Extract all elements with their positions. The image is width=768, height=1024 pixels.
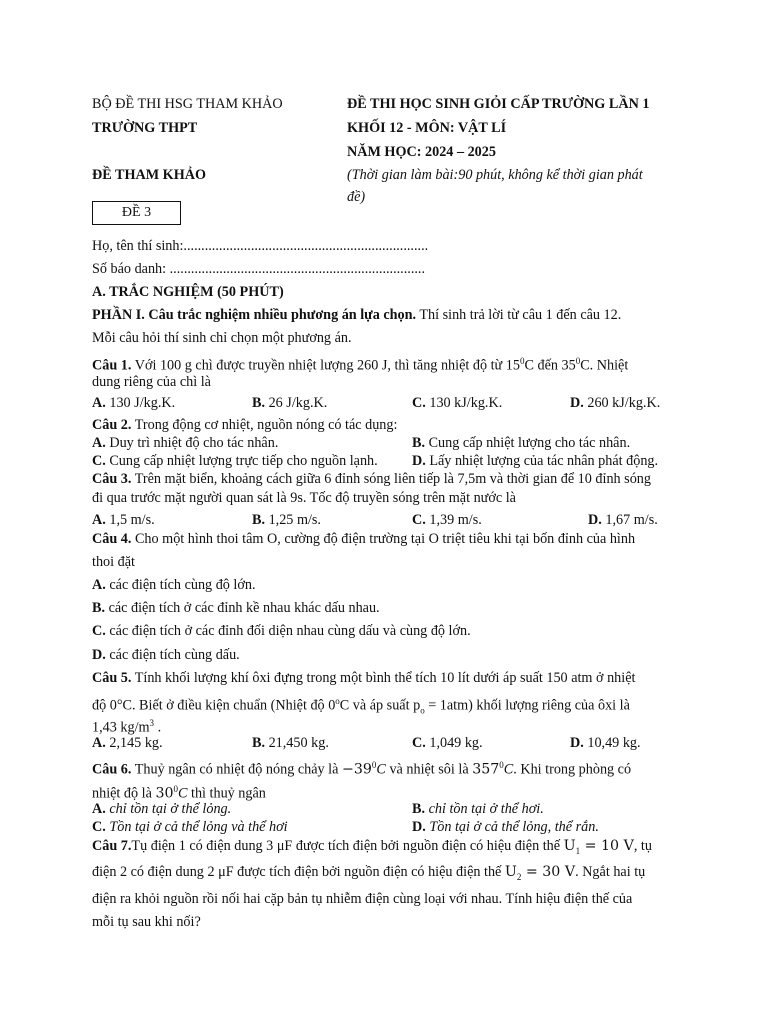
option-text: 21,450 kg. — [265, 735, 329, 751]
option-key: D. — [570, 395, 584, 411]
option-key: B. — [252, 395, 266, 411]
question-text: và nhiệt sôi là — [385, 761, 473, 778]
question-text: Với 100 g chì được truyền nhiệt lượng 260 J, thì tăng nhiệt độ từ 15 — [131, 357, 520, 374]
q6-option-d — [412, 819, 599, 836]
voltage-symbol: U — [563, 838, 576, 854]
option-key: C. — [412, 735, 426, 751]
option-key: A. — [92, 395, 106, 411]
question-5-line3 — [92, 715, 161, 737]
q2-option-d — [412, 453, 658, 470]
option-text: các điện tích cùng độ lớn. — [105, 577, 256, 593]
question-7-line4: mỗi tụ sau khi nối? — [92, 914, 201, 930]
option-key: D. — [570, 735, 584, 751]
q4-option-b — [92, 600, 380, 617]
question-text: C và áp suất p — [339, 697, 421, 714]
question-7-line2 — [92, 864, 645, 886]
q1-option-d — [570, 395, 660, 412]
question-text: C đến 35 — [524, 357, 576, 374]
option-key: D. — [412, 453, 426, 469]
time-note-cont: đề) — [347, 189, 366, 205]
option-text: Cung cấp nhiệt lượng trực tiếp cho nguồn lạnh. — [105, 453, 378, 469]
school-year: NĂM HỌC: 2024 – 2025 — [347, 144, 496, 160]
exam-title: ĐỀ THI HỌC SINH GIỎI CẤP TRƯỜNG LẦN 1 — [347, 96, 650, 112]
option-text: 1,39 m/s. — [425, 512, 482, 528]
q3-option-c — [412, 512, 482, 529]
question-text: Tụ điện 1 có điện dung 3 μF được tích điện bởi nguồn điện có hiệu điện thế — [131, 838, 564, 854]
option-text: 130 J/kg.K. — [105, 395, 176, 411]
question-number: Câu 7. — [92, 838, 132, 854]
q4-option-a — [92, 577, 256, 594]
option-text: Duy trì nhiệt độ cho tác nhân. — [105, 435, 279, 451]
q3-option-b — [252, 512, 321, 529]
temperature-value: −39 — [341, 761, 372, 778]
question-text: , tụ — [633, 838, 652, 854]
question-text: . Ngắt hai tụ — [575, 864, 646, 880]
part1-desc: Thí sinh trả lời từ câu 1 đến câu 12. — [416, 307, 622, 323]
question-5-line2 — [92, 693, 630, 720]
candidate-id-field: Số báo danh: ........................................................................ — [92, 261, 426, 277]
time-note: (Thời gian làm bài:90 phút, không kể thời gian phát — [347, 167, 643, 183]
option-key: A. — [92, 512, 106, 528]
unit: C — [376, 761, 386, 778]
grade-subject: KHỐI 12 - MÔN: VẬT LÍ — [347, 120, 507, 136]
option-text: Tồn tại ở cả thể lỏng và thể hơi — [105, 819, 288, 835]
question-4 — [92, 531, 635, 548]
question-6-line2 — [92, 781, 266, 803]
question-text: Trên mặt biển, khoảng cách giữa 6 đỉnh sóng liên tiếp là 7,5m và thời gian để 10 đỉnh sóng — [131, 471, 651, 487]
school-name: TRƯỜNG THPT — [92, 120, 198, 136]
q2-option-a — [92, 435, 278, 452]
part1-desc2: Mỗi câu hỏi thí sinh chỉ chọn một phương án. — [92, 330, 352, 346]
temperature-value: 357 — [472, 761, 500, 778]
temperature-value: 30 — [155, 785, 174, 802]
question-text: Cho một hình thoi tâm O, cường độ điện trường tại O triệt tiêu khi tại bốn đỉnh của hình — [131, 531, 636, 547]
superscript: 0 — [371, 760, 377, 770]
option-text: 1,049 kg. — [425, 735, 483, 751]
option-text: các điện tích ở các đỉnh đối diện nhau cùng dấu và cùng độ lớn. — [105, 623, 471, 639]
option-key: C. — [92, 453, 106, 469]
option-text: các điện tích cùng dấu. — [105, 647, 240, 663]
question-1 — [92, 353, 628, 375]
q5-option-a — [92, 735, 163, 752]
q4-option-d — [92, 647, 240, 664]
q6-option-a — [92, 801, 231, 818]
option-text: 1,5 m/s. — [105, 512, 155, 528]
question-text: . Khi trong phòng có — [513, 761, 632, 778]
q6-option-c — [92, 819, 288, 836]
ministry-title: BỘ ĐỀ THI HSG THAM KHẢO — [92, 96, 283, 112]
question-2 — [92, 417, 397, 434]
question-text: Tính khối lượng khí ôxi đựng trong một bình thể tích 10 lít dưới áp suất 150 atm ở nhiệt — [131, 670, 636, 686]
option-text: Tồn tại ở cả thể lỏng, thể rắn. — [425, 819, 599, 835]
question-number: Câu 2. — [92, 417, 132, 433]
part1-title: PHẦN I. Câu trắc nghiệm nhiều phương án lựa chọn. — [92, 307, 417, 323]
question-text: Trong động cơ nhiệt, nguồn nóng có tác dụng: — [131, 417, 398, 433]
option-key: C. — [92, 819, 106, 835]
part1-intro — [92, 307, 621, 324]
subscript: 2 — [516, 871, 522, 882]
option-key: C. — [92, 623, 106, 639]
option-text: 1,25 m/s. — [265, 512, 321, 528]
question-7 — [92, 838, 652, 860]
option-text: chỉ tồn tại ở thể lỏng. — [105, 801, 232, 817]
option-key: A. — [92, 435, 106, 451]
q2-option-b — [412, 435, 630, 452]
superscript: 0 — [173, 784, 178, 794]
question-5 — [92, 670, 635, 687]
question-1-line2: dung riêng của chì là — [92, 374, 211, 390]
option-key: D. — [588, 512, 602, 528]
option-key: C. — [412, 395, 426, 411]
option-text: chỉ tồn tại ở thể hơi. — [425, 801, 544, 817]
option-key: B. — [92, 600, 106, 616]
option-key: B. — [252, 735, 266, 751]
option-key: A. — [92, 801, 106, 817]
q5-option-c — [412, 735, 483, 752]
candidate-name-field: Họ, tên thí sinh:..................................................................... — [92, 238, 429, 254]
question-text: C. Nhiệt — [580, 357, 629, 374]
question-number: Câu 4. — [92, 531, 132, 547]
exam-code: ĐỀ 3 — [121, 205, 152, 220]
option-text: 1,67 m/s. — [601, 512, 658, 528]
superscript: 0 — [575, 356, 581, 366]
superscript: 0 — [499, 760, 504, 770]
question-text: độ 0°C. Biết ở điều kiện chuẩn (Nhiệt độ 0 — [92, 697, 336, 714]
question-number: Câu 5. — [92, 670, 132, 686]
unit: C — [178, 785, 188, 802]
q1-option-b — [252, 395, 327, 412]
option-key: D. — [412, 819, 426, 835]
question-number: Câu 3. — [92, 471, 132, 487]
voltage-value: = 30 V — [521, 864, 576, 880]
subscript: 1 — [575, 845, 581, 856]
question-text: nhiệt độ là — [92, 785, 156, 802]
question-text: Thuỷ ngân có nhiệt độ nóng chảy là — [131, 761, 342, 778]
question-4-line2: thoi đặt — [92, 554, 135, 570]
option-text: 260 kJ/kg.K. — [583, 395, 661, 411]
option-key: B. — [252, 512, 266, 528]
exam-code-box — [92, 201, 181, 225]
option-text: Lấy nhiệt lượng của tác nhân phát động. — [425, 453, 659, 469]
question-text: điện 2 có điện dung 2 μF được tích điện bởi nguồn điện có hiệu điện thế — [92, 864, 505, 880]
question-text: thì thuỷ ngân — [187, 785, 266, 802]
voltage-symbol: U — [504, 864, 517, 880]
question-text: 1,43 kg/m — [92, 719, 150, 736]
question-6 — [92, 757, 631, 779]
option-key: D. — [92, 647, 106, 663]
unit: C — [503, 761, 514, 778]
option-text: 10,49 kg. — [583, 735, 641, 751]
question-number: Câu 6. — [92, 761, 132, 778]
subscript: o — [420, 705, 425, 716]
question-3-line2: đi qua trước mặt người quan sát là 9s. Tốc độ truyền sóng trên mặt nước là — [92, 490, 516, 506]
q1-option-a — [92, 395, 175, 412]
option-key: A. — [92, 577, 106, 593]
option-text: 130 kJ/kg.K. — [425, 395, 503, 411]
reference-label: ĐỀ THAM KHẢO — [92, 167, 207, 183]
option-key: B. — [412, 435, 426, 451]
option-key: C. — [412, 512, 426, 528]
option-key: A. — [92, 735, 106, 751]
option-text: các điện tích ở các đỉnh kề nhau khác dấu nhau. — [105, 600, 380, 616]
question-text: . — [154, 719, 162, 736]
option-text: 26 J/kg.K. — [265, 395, 328, 411]
section-a-title: A. TRẮC NGHIỆM (50 PHÚT) — [92, 284, 284, 300]
voltage-value: = 10 V — [580, 838, 634, 854]
q1-option-c — [412, 395, 502, 412]
option-key: B. — [412, 801, 426, 817]
q2-option-c — [92, 453, 378, 470]
question-3 — [92, 471, 651, 488]
superscript: 0 — [519, 356, 525, 366]
superscript: 3 — [149, 718, 155, 728]
question-7-line3: điện ra khỏi nguồn rồi nối hai cặp bản tụ nhiễm điện cùng loại với nhau. Tính hiệu điện thế của — [92, 891, 633, 907]
question-number: Câu 1. — [92, 357, 132, 374]
option-text: Cung cấp nhiệt lượng cho tác nhân. — [425, 435, 631, 451]
q6-option-b — [412, 801, 544, 818]
q5-option-b — [252, 735, 329, 752]
q4-option-c — [92, 623, 471, 640]
superscript: o — [335, 696, 340, 706]
option-text: 2,145 kg. — [105, 735, 163, 751]
question-text: = 1atm) khối lượng riêng của ôxi là — [424, 697, 630, 714]
q3-option-d — [588, 512, 658, 529]
q5-option-d — [570, 735, 641, 752]
q3-option-a — [92, 512, 155, 529]
